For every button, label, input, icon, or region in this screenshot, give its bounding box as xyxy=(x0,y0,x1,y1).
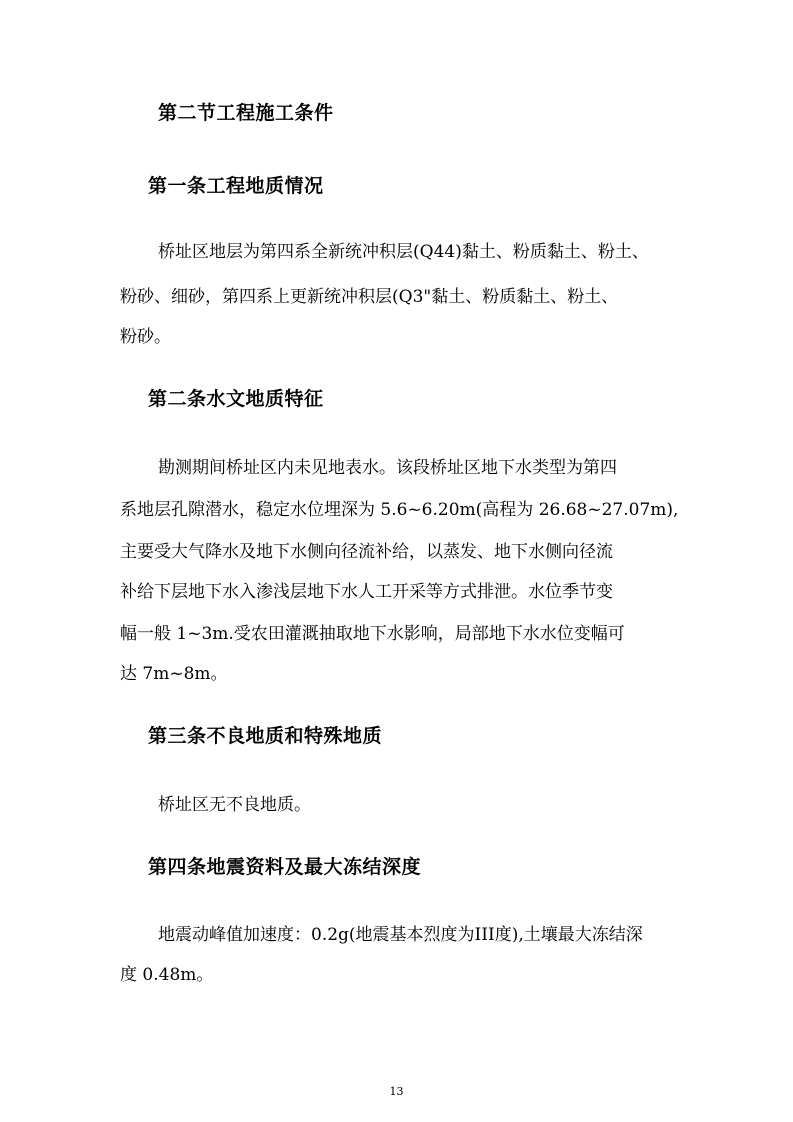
article-2-line-3: 主要受大气降水及地下水侧向径流补给，以蒸发、地下水侧向径流 xyxy=(120,542,613,562)
article-4-line-1: 地震动峰值加速度：0.2g(地震基本烈度为III度),土壤最大冻结深 xyxy=(158,925,643,945)
page-number: 13 xyxy=(389,1085,404,1098)
article-2-line-6: 达 7m~8m。 xyxy=(120,664,228,684)
article-4-line-2: 度 0.48m。 xyxy=(120,965,214,985)
article-2-title: 第二条水文地质特征 xyxy=(148,388,324,410)
article-2-line-4: 补给下层地下水入渗浅层地下水人工开采等方式排泄。水位季节变 xyxy=(120,582,613,602)
article-2-line-2: 系地层孔隙潜水，稳定水位埋深为 5.6~6.20m(高程为 26.68~27.07m), xyxy=(120,500,679,520)
article-3-line-1: 桥址区无不良地质。 xyxy=(158,795,311,815)
article-1-line-1: 桥址区地层为第四系全新统冲积层(Q44)黏土、粉质黏土、粉土、 xyxy=(158,242,649,262)
article-1-line-2: 粉砂、细砂，第四系上更新统冲积层(Q3"黏土、粉质黏土、粉土、 xyxy=(120,287,619,307)
article-2-line-1: 勘测期间桥址区内未见地表水。该段桥址区地下水类型为第四 xyxy=(158,458,617,478)
article-3-title: 第三条不良地质和特殊地质 xyxy=(148,725,383,747)
article-4-title: 第四条地震资料及最大冻结深度 xyxy=(148,856,422,878)
article-1-line-3: 粉砂。 xyxy=(120,327,171,347)
article-2-line-5: 幅一般 1~3m.受农田灌溉抽取地下水影响，局部地下水水位变幅可 xyxy=(120,624,625,644)
article-1-title: 第一条工程地质情况 xyxy=(148,175,324,197)
section-title: 第二节工程施工条件 xyxy=(158,102,334,124)
